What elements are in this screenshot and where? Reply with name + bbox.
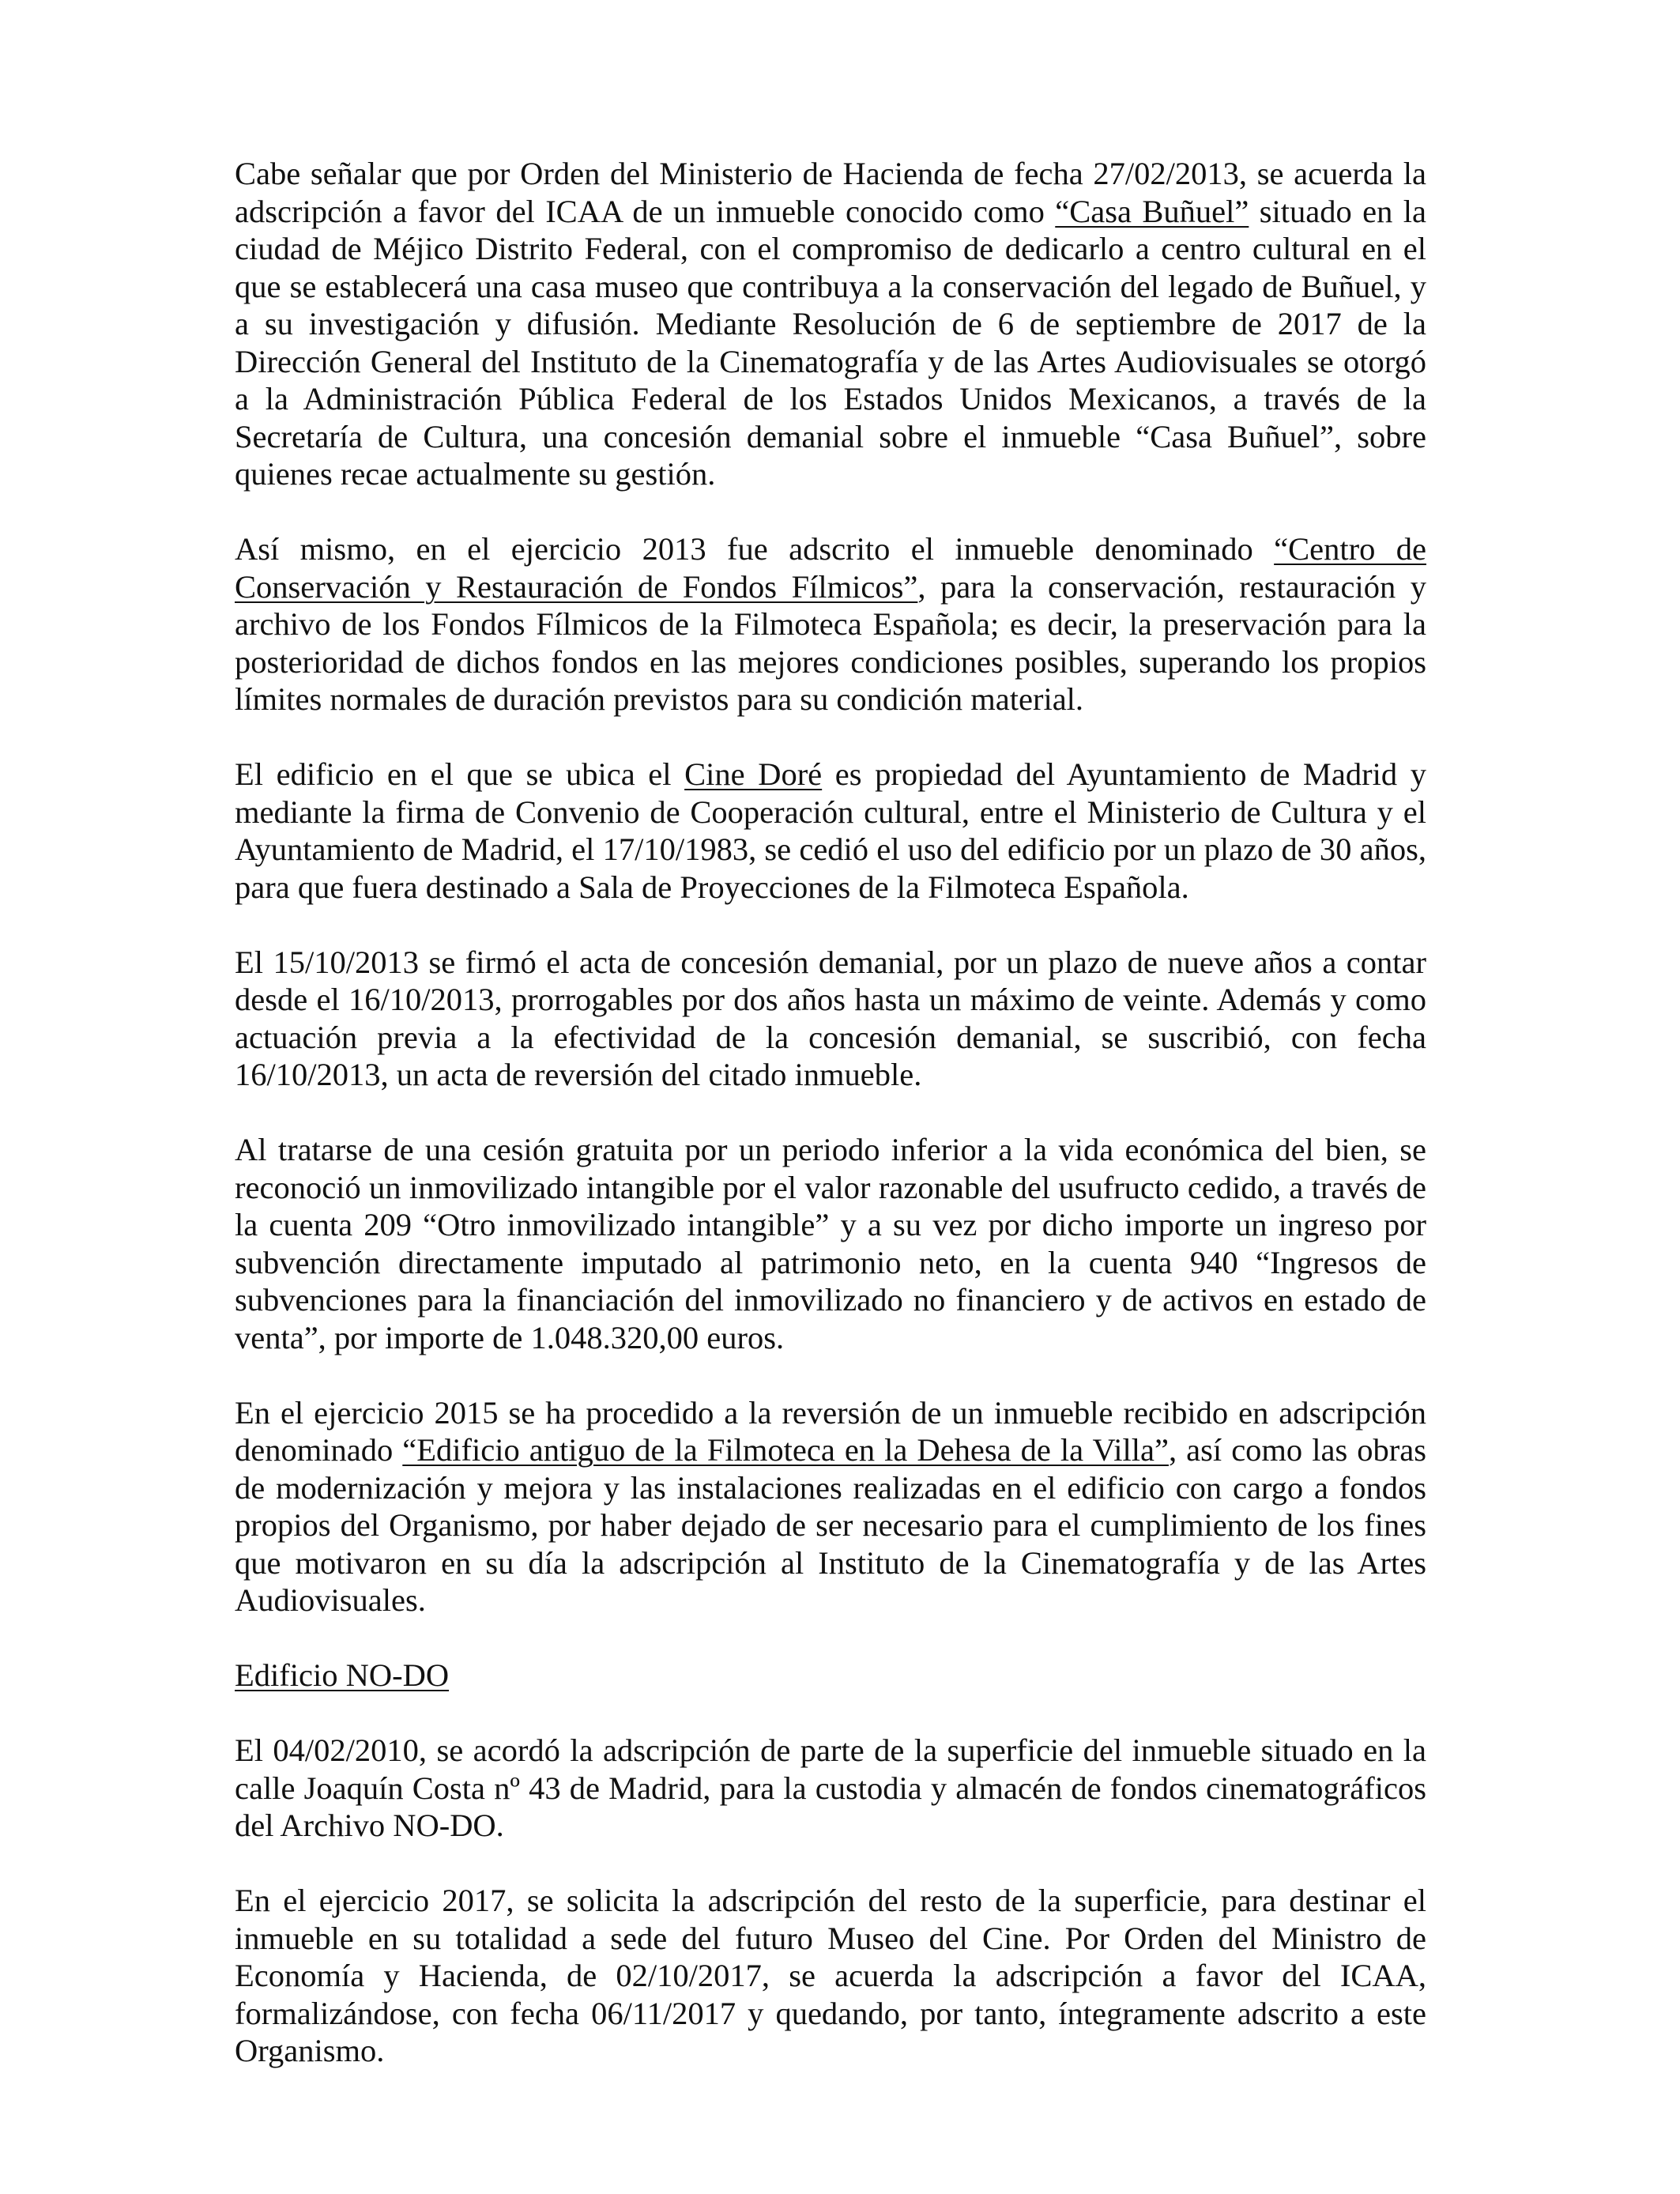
paragraph-text: , así como las obras de modernización y mejora y las instalaciones realizadas en el edificio con cargo a fondos propios del Organismo, por haber dejado de ser necesario para el cumplimiento de los fines que motivaron en su día la adscripción al Instituto de la Cinematografía y de las Artes Audiovisuales. (235, 1432, 1426, 1618)
underlined-term-casa-bunuel: “Casa Buñuel” (1055, 193, 1249, 229)
paragraph-nodo-adscripcion: El 04/02/2010, se acordó la adscripción de parte de la superficie del inmueble situado en la calle Joaquín Costa nº 43 de Madrid, para la custodia y almacén de fondos cinematográficos del Archivo NO-DO. (235, 1732, 1426, 1843)
paragraph-centro-conservacion (235, 530, 1426, 718)
paragraph-text: , para la conservación, restauración y archivo de los Fondos Fílmicos de la Filmoteca Española; es decir, la preservación para la posterioridad de dichos fondos en las mejores condiciones posibles, superando los propios límites normales de duración previstos para su condición material. (235, 568, 1426, 717)
paragraph-nodo-museo: En el ejercicio 2017, se solicita la adscripción del resto de la superficie, para destinar el inmueble en su totalidad a sede del futuro Museo del Cine. Por Orden del Ministro de Economía y Hacienda, de 02/10/2017, se acuerda la adscripción a favor del ICAA, formalizándose, con fecha 06/11/2017 y quedando, por tanto, íntegramente adscrito a este Organismo. (235, 1883, 1426, 2068)
paragraph-dehesa-villa (235, 1394, 1426, 1619)
underlined-term-centro-conservacion: “Centro de Conservación y Restauración de Fondos Fílmicos” (235, 531, 1426, 605)
underlined-term-edificio-antiguo: “Edificio antiguo de la Filmoteca en la Dehesa de la Villa” (402, 1432, 1169, 1468)
underlined-term-cine-dore: Cine Doré (684, 756, 823, 792)
paragraph-casa-bunuel (235, 155, 1426, 493)
paragraph-concesion-demanial: El 15/10/2013 se firmó el acta de concesión demanial, por un plazo de nueve años a contar desde el 16/10/2013, prorrogables por dos años hasta un máximo de veinte. Además y como actuación previa a la efectividad de la concesión demanial, se suscribió, con fecha 16/10/2013, un acta de reversión del citado inmueble. (235, 944, 1426, 1092)
paragraph-text: Así mismo, en el ejercicio 2013 fue adscrito el inmueble denominado (235, 531, 1275, 567)
paragraph-text: Cabe señalar que por Orden del Ministerio de Hacienda de fecha 27/02/2013, se acuerda la adscripción a favor del ICAA de un inmueble conocido como (235, 156, 1426, 229)
paragraph-text: En el ejercicio 2015 se ha procedido a la reversión de un inmueble recibido en adscripción denominado (235, 1394, 1426, 1468)
paragraph-text: situado en la ciudad de Méjico Distrito Federal, con el compromiso de dedicarlo a centro cultural en el que se establecerá una casa museo que contribuya a la conservación del legado de Buñuel, y a su investigación y difusión. Mediante Resolución de 6 de septiembre de 2017 de la Dirección General del Instituto de la Cinematografía y de las Artes Audiovisuales se otorgó a la Administración Pública Federal de los Estados Unidos Mexicanos, a través de la Secretaría de Cultura, una concesión demanial sobre el inmueble “Casa Buñuel”, sobre quienes recae actualmente su gestión. (235, 193, 1426, 492)
paragraph-cine-dore (235, 756, 1426, 906)
paragraph-text: El edificio en el que se ubica el (235, 756, 685, 792)
document-page (235, 155, 1426, 2070)
paragraph-text: es propiedad del Ayuntamiento de Madrid y mediante la firma de Convenio de Cooperación cultural, entre el Ministerio de Cultura y el Ayuntamiento de Madrid, el 17/10/1983, se cedió el uso del edificio por un plazo de 30 años, para que fuera destinado a Sala de Proyecciones de la Filmoteca Española. (235, 756, 1426, 905)
section-heading-text: Edificio NO-DO (235, 1657, 450, 1693)
section-heading-nodo (235, 1657, 1426, 1695)
paragraph-cesion-gratuita: Al tratarse de una cesión gratuita por un periodo inferior a la vida económica del bien, se reconoció un inmovilizado intangible por el valor razonable del usufructo cedido, a través de la cuenta 209 “Otro inmovilizado intangible” y a su vez por dicho importe un ingreso por subvención directamente imputado al patrimonio neto, en la cuenta 940 “Ingresos de subvenciones para la financiación del inmovilizado no financiero y de activos en estado de venta”, por importe de 1.048.320,00 euros. (235, 1132, 1426, 1355)
